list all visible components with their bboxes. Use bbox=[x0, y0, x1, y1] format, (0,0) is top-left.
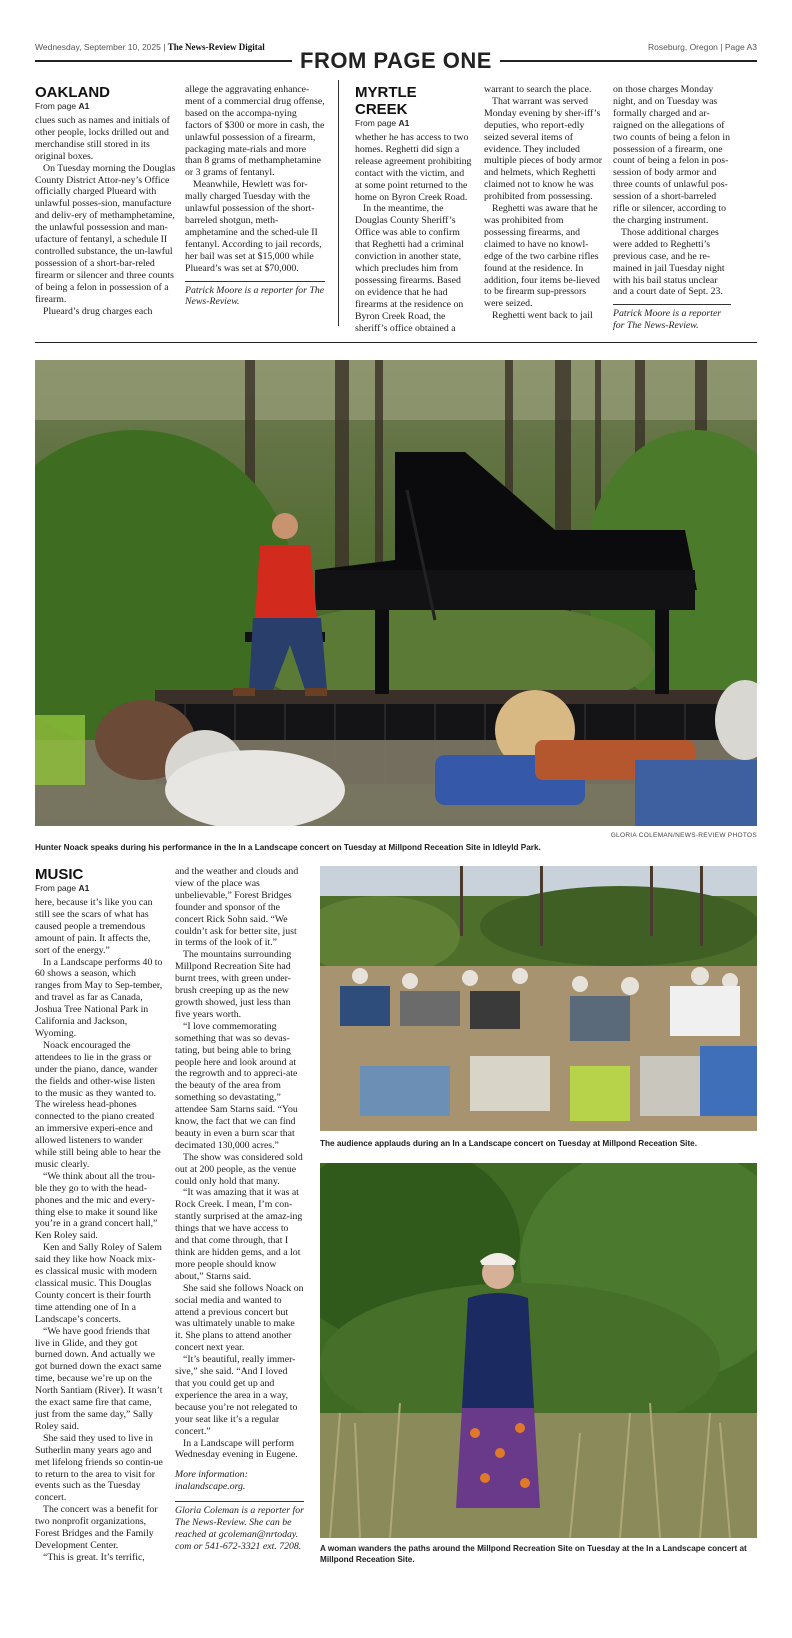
paragraph: She said they used to live in Sutherlin many years ago and met lifelong friends so contin-ue to return to the area to visit for events such as the Tuesday concert. bbox=[35, 1432, 163, 1504]
myrtle-creek-column-3 bbox=[613, 84, 731, 298]
paragraph: clues such as names and initials of other people, locks drilled out and merchandise still stored in its original boxes. bbox=[35, 115, 170, 162]
paragraph: “We think about all the trou-ble they go to with the head-phones and the mic and every-thing else to make it sound like you’re in a grand concert hall,” Ken Roley said. bbox=[35, 1170, 158, 1242]
photo-credit: GLORIA COLEMAN/NEWS-REVIEW PHOTOS bbox=[610, 832, 757, 839]
paragraph: Plueard’s drug charges each bbox=[43, 305, 153, 317]
paragraph: That warrant was served Monday evening by sher-iff’s deputies, who report-edly seized several items of evidence. They included multiple pieces of body armor and helmets, which Reghetti claimed not to know he was prohibited from possessing. bbox=[484, 95, 603, 203]
main-photo-caption: Hunter Noack speaks during his performance in the In a Landscape concert on Tuesday at Millpond Receation Site in Idleyld Park. bbox=[35, 843, 541, 852]
publication-name: The News-Review Digital bbox=[167, 42, 265, 52]
paragraph: Reghetti went back to jail bbox=[492, 310, 593, 322]
paragraph: on those charges Monday night, and on Tuesday was formally charged and ar-raigned on the allegations of two counts of being a felon in possession of a firearm, one count of being a felon in pos-session of body armor and three counts of unlawful pos-session of a short-barreled rifle or silencer, according to the charging instrument. bbox=[613, 84, 730, 226]
paragraph: “It’s beautiful, really immer-sive,” she said. “And I loved that you could get up and experience the area in a way, because you’re not relegated to your seat like it’s a regular concert.” bbox=[175, 1354, 298, 1437]
paragraph: warrant to search the place. bbox=[484, 84, 592, 95]
oakland-jump-label: From page A1 bbox=[35, 101, 90, 111]
music-jump-label: From page A1 bbox=[35, 883, 90, 893]
music-column-1 bbox=[35, 897, 163, 1564]
paragraph: In a Landscape will perform Wednesday evening in Eugene. bbox=[175, 1437, 298, 1461]
paragraph: In the meantime, the Douglas County Sheriff’s Office was able to confirm that Reghetti had a criminal conviction in another state, which precludes him from possessing firearms. Based on evidence that he had firearms at the residence on Byron Creek Road, the sheriff’s office obtained a bbox=[355, 203, 464, 334]
paragraph: and the weather and clouds and view of the place was unbelievable,” Forest Bridges founder and sponsor of the concert Rick Sohn said. “We couldn’t ask for better site, just in terms of the look of it.” bbox=[175, 866, 299, 949]
myrtle-creek-column-3-wrap bbox=[613, 84, 731, 332]
oakland-column-1 bbox=[35, 115, 180, 317]
paragraph: “It was amazing that it was at Rock Creek. I mean, I’m con-stantly surprised at the amaz-ing things that we have access to and that come through, that I think are hidden gems, and a lot more people should know about,” Starns said. bbox=[175, 1187, 303, 1282]
music-kicker: MUSIC bbox=[35, 866, 84, 883]
column-divider bbox=[338, 80, 339, 326]
myrtle-creek-tagline: Patrick Moore is a reporter for The News-Review. bbox=[613, 304, 731, 332]
paragraph: whether he has access to two homes. Reghetti did sign a release agreement prohibiting contact with the victim, and at some point returned to the home on Byron Creek Road. bbox=[355, 132, 472, 203]
oakland-tagline: Patrick Moore is a reporter for The News-Review. bbox=[185, 281, 325, 309]
paragraph: “I love commemorating something that was so devas-tating, but being able to bring people here and look around at the regrowth and to appreci-ate the beauty of the area from something so devastating,” attendee Sam Starns said. “You know, the fact that we can find beauty in even a burn scar that decimated 130,000 acres.” bbox=[175, 1020, 298, 1151]
header-location-page: Roseburg, Oregon | Page A3 bbox=[647, 42, 757, 52]
paragraph: In a Landscape performs 40 to 60 shows a season, which ranges from May to Sep-tember, and travel as far as Canada, Joshua Tree National Park in California and Jackson, Wyoming. bbox=[35, 956, 163, 1039]
myrtle-creek-column-1 bbox=[355, 132, 473, 334]
paragraph: The concert was a benefit for two nonprofit organizations, Forest Bridges and the Family Development Center. bbox=[35, 1504, 158, 1551]
oakland-story bbox=[35, 84, 180, 317]
music-story bbox=[35, 866, 163, 1564]
woman-walking-photo bbox=[320, 1163, 757, 1538]
music-more-info: More information: inalandscape.org. bbox=[175, 1469, 248, 1493]
woman-photo-caption: A woman wanders the paths around the Millpond Recreation Site on Tuesday at the In a Landscape concert at Millpond Receation Site. bbox=[320, 1544, 747, 1564]
myrtle-creek-story bbox=[355, 84, 473, 334]
paragraph: here, because it’s like you can still see the scars of what has caused people a tremendous amount of pain. It affects the, sort of the energy.” bbox=[35, 897, 153, 956]
music-tagline: Gloria Coleman is a reporter for The News-Review. She can be reached at gcoleman@nrtoday. com or 541-672-3321 ext. 7208. bbox=[175, 1501, 304, 1553]
header-dateline: Wednesday, September 10, 2025 | The News-Review Digital bbox=[35, 42, 265, 52]
music-column-2-wrap bbox=[175, 866, 304, 1553]
myrtle-creek-jump-label: From page A1 bbox=[355, 118, 410, 128]
paragraph: Ken and Sally Roley of Salem said they like how Noack mix-es classical music with modern classical music. This Douglas County concert is their fourth time attending one of In a Landscape’s concerts. bbox=[35, 1242, 162, 1325]
header-date: Wednesday, September 10, 2025 bbox=[35, 42, 161, 52]
oakland-column-2 bbox=[185, 84, 325, 275]
paragraph: Noack encouraged the attendees to lie in the grass or under the piano, dance, wander the fields and other-wise listen to the music as they wanted to. The wireless head-phones connected to the piano created an immersive experi-ence and allowed listeners to wander while still being able to hear the music clearly. bbox=[35, 1039, 161, 1170]
audience-photo-caption: The audience applauds during an In a Landscape concert on Tuesday at Millpond Receation Site. bbox=[320, 1139, 697, 1148]
paragraph: On Tuesday morning the Douglas County District Attor-ney’s Office officially charged Plueard with unlawful posses-sion, manufacture and deliv-ery of methamphetamine, the unlawful possession and man-ufacture of fentanyl, a schedule II controlled substance, the un-lawful possession of a short-bar-reled firearm or silencer and three counts of being a felon in possession of a firearm. bbox=[35, 162, 176, 305]
oakland-kicker: OAKLAND bbox=[35, 84, 110, 101]
myrtle-creek-kicker: MYRTLE CREEK bbox=[355, 84, 417, 118]
paragraph: She said she follows Noack on social media and wanted to attend a previous concert but was ultimately unable to make it. She plans to attend another concert next year. bbox=[175, 1282, 304, 1354]
section-title: FROM PAGE ONE bbox=[0, 48, 792, 74]
music-column-2 bbox=[175, 866, 304, 1461]
paragraph: “We have good friends that live in Glide, and they got burned down. And actually we got burned down the exact same time, because we’re up on the North Santiam (River). It wasn’t the exact same fire that came, just from the same day,” Sally Roley said. bbox=[35, 1325, 163, 1432]
paragraph: Reghetti was aware that he was prohibited from possessing firearms, and claimed to have no knowl-edge of the two carbine rifles found at the residence. In addition, four items be-lieved to be firearm sup-pressors were seized. bbox=[484, 203, 600, 310]
paragraph: Meanwhile, Hewlett was for-mally charged Tuesday with the unlawful possession of the short-barreled shotgun, meth-amphetamine and the sched-ule II fentanyl. According to jail records, her bail was set at $15,000 while Plueard’s was set at $70,000. bbox=[185, 179, 322, 274]
concert-stage-photo bbox=[35, 360, 757, 826]
myrtle-creek-column-2-wrap bbox=[484, 84, 605, 322]
paragraph: The mountains surrounding Millpond Recreation Site had burnt trees, with green under-brush creeping up as the new growth showed, just less than five years worth. bbox=[175, 949, 292, 1020]
oakland-column-2-wrap bbox=[185, 84, 325, 308]
myrtle-creek-column-2 bbox=[484, 84, 605, 322]
paragraph: “This is great. It’s terrific, bbox=[43, 1551, 145, 1563]
audience-photo bbox=[320, 866, 757, 1131]
section-rule bbox=[35, 342, 757, 343]
paragraph: allege the aggravating enhance-ment of a commercial drug offense, based on the accompa-nying factors of $300 or more in cash, the unlawful possession of a firearm, packaging mate-rials and more than 8 grams of methamphetamine or 3 grams of fentanyl. bbox=[185, 84, 325, 179]
paragraph: Those additional charges were added to Reghetti’s previous case, and he re-mained in jail Tuesday night with his bail status unclear and a court date of Sept. 23. bbox=[613, 226, 725, 298]
paragraph: The show was considered sold out at 200 people, as the venue could only hold that many. bbox=[175, 1151, 303, 1187]
